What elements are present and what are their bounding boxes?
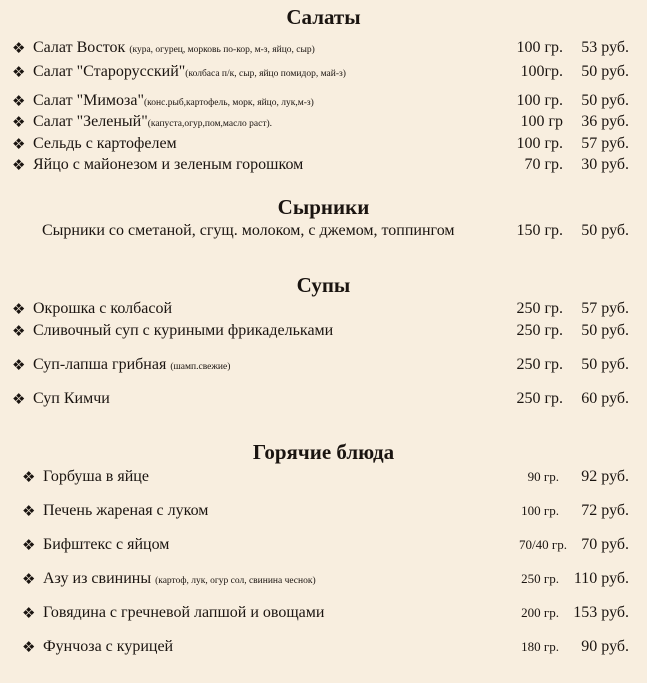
diamond-bullet-icon: ❖ (12, 113, 26, 131)
diamond-bullet-icon: ❖ (12, 322, 26, 340)
item-weight: 70 гр. (524, 156, 563, 173)
item-note: (картоф, лук, огур сол, свинина чеснок) (155, 576, 316, 586)
menu-item (0, 134, 647, 154)
item-weight: 250 гр. (521, 571, 559, 586)
menu-item (0, 299, 647, 319)
diamond-bullet-icon: ❖ (12, 39, 26, 57)
diamond-bullet-icon: ❖ (12, 135, 26, 153)
item-name: Салат Восток (33, 39, 126, 56)
item-weight: 150 гр. (516, 222, 563, 239)
item-weight: 250 гр. (516, 322, 563, 339)
diamond-bullet-icon: ❖ (22, 570, 36, 588)
item-weight: 100 гр. (516, 135, 563, 152)
diamond-bullet-icon: ❖ (12, 300, 26, 318)
item-price: 70 руб. (581, 536, 629, 553)
item-weight: 200 гр. (521, 605, 559, 620)
item-name: Салат "Мимоза" (33, 92, 144, 109)
item-name: Сельдь с картофелем (33, 135, 177, 152)
item-price: 57 руб. (581, 135, 629, 152)
item-name: Фунчоза с курицей (43, 638, 174, 655)
menu-item (0, 355, 647, 375)
item-note: (колбаса п/к, сыр, яйцо помидор, май-з) (185, 69, 346, 79)
item-note: (шамп.свежие) (170, 362, 231, 372)
diamond-bullet-icon: ❖ (22, 468, 36, 486)
item-weight: 90 гр. (527, 469, 559, 484)
menu-item (0, 569, 647, 589)
item-name: Яйцо с майонезом и зеленым горошком (33, 156, 304, 173)
item-weight: 100 гр. (521, 503, 559, 518)
item-weight: 100гр. (520, 63, 563, 80)
section-title-syrniki: Сырники (277, 195, 370, 219)
item-price: 53 руб. (581, 39, 629, 56)
menu-item (0, 221, 647, 241)
item-price: 72 руб. (581, 502, 629, 519)
item-weight: 180 гр. (521, 639, 559, 654)
item-note: (кура, огурец, морковь по-кор, м-з, яйцо, сыр) (129, 45, 315, 55)
section-title-salads: Салаты (286, 5, 361, 29)
item-price: 110 руб. (573, 570, 629, 587)
item-price: 30 руб. (581, 156, 629, 173)
item-price: 50 руб. (581, 222, 629, 239)
item-name: Сырники со сметаной, сгущ. молоком, с джемом, топпингом (42, 222, 455, 239)
item-name: Печень жареная с луком (43, 502, 209, 519)
item-name: Салат "Старорусский" (33, 63, 186, 80)
diamond-bullet-icon: ❖ (12, 390, 26, 408)
diamond-bullet-icon: ❖ (22, 638, 36, 656)
menu-item (0, 389, 647, 409)
section-title-hot-dishes: Горячие блюда (252, 440, 395, 464)
item-name: Говядина с гречневой лапшой и овощами (43, 604, 325, 621)
item-price: 50 руб. (581, 63, 629, 80)
menu-item (0, 535, 647, 555)
menu-item (0, 62, 647, 82)
item-price: 60 руб. (581, 390, 629, 407)
diamond-bullet-icon: ❖ (22, 536, 36, 554)
item-weight: 100 гр. (516, 39, 563, 56)
item-note: (капуста,огур,пом,масло раст). (147, 119, 273, 129)
item-price: 92 руб. (581, 468, 629, 485)
item-weight: 250 гр. (516, 356, 563, 373)
menu-item (0, 155, 647, 175)
item-name: Азу из свинины (43, 570, 152, 587)
menu-item (0, 603, 647, 623)
diamond-bullet-icon: ❖ (12, 156, 26, 174)
item-name: Бифштекс с яйцом (43, 536, 170, 553)
item-name: Салат "Зеленый" (33, 113, 148, 130)
item-price: 57 руб. (581, 300, 629, 317)
menu-item (0, 38, 647, 58)
item-weight: 70/40 гр. (519, 537, 567, 552)
item-price: 50 руб. (581, 356, 629, 373)
item-price: 153 руб. (573, 604, 629, 621)
section-title-soups: Супы (296, 273, 351, 297)
item-note: (конс.рыб,картофель, морк, яйцо, лук,м-з) (143, 98, 314, 108)
item-weight: 100 гр. (516, 92, 563, 109)
menu-item (0, 637, 647, 657)
diamond-bullet-icon: ❖ (12, 356, 26, 374)
item-weight: 250 гр. (516, 300, 563, 317)
diamond-bullet-icon: ❖ (22, 502, 36, 520)
menu-item (0, 112, 647, 132)
item-name: Горбуша в яйце (43, 468, 149, 485)
item-weight: 250 гр. (516, 390, 563, 407)
item-price: 50 руб. (581, 322, 629, 339)
item-name: Суп-лапша грибная (33, 356, 167, 373)
item-price: 36 руб. (581, 113, 629, 130)
item-name: Сливочный суп с куриными фрикадельками (33, 322, 334, 339)
diamond-bullet-icon: ❖ (22, 604, 36, 622)
menu-item (0, 321, 647, 341)
diamond-bullet-icon: ❖ (12, 63, 26, 81)
menu-item (0, 501, 647, 521)
menu-item (0, 467, 647, 487)
diamond-bullet-icon: ❖ (12, 92, 26, 110)
menu-item (0, 91, 647, 111)
item-weight: 100 гр (520, 113, 563, 130)
item-name: Суп Кимчи (33, 390, 110, 407)
item-price: 50 руб. (581, 92, 629, 109)
item-price: 90 руб. (581, 638, 629, 655)
item-name: Окрошка с колбасой (33, 300, 173, 317)
